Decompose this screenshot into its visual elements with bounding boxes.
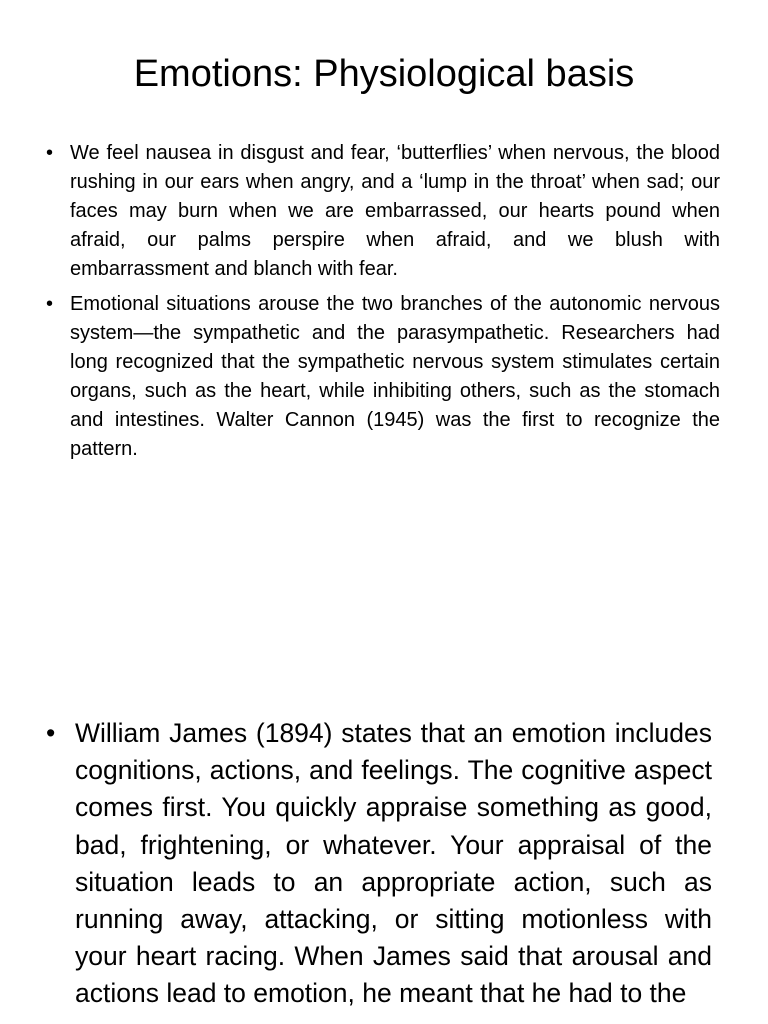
bullet-text: William James (1894) states that an emotion includes cognitions, actions, and feelings. The cognitive aspect comes first. You quickly appraise something as good, bad, frightening, or whatever. Your appraisal of the situation leads to an appropriate action, such as running away, attacking, or sitting motionless with your heart racing. When James said that arousal and actions lead to emotion, he meant that he had to the: [75, 718, 712, 1009]
slide-2: [0, 700, 768, 1024]
bullet-icon: •: [46, 142, 54, 164]
bullet-list: [46, 139, 720, 470]
bullet-item: [46, 139, 720, 284]
bullet-item: [46, 715, 712, 1013]
bullet-icon: •: [46, 293, 54, 315]
bullet-icon: •: [46, 718, 56, 748]
bullet-item: [46, 290, 720, 464]
bullet-text: Emotional situations arouse the two branches of the autonomic nervous system—the sympathetic and the parasympathetic. Researchers had long recognized that the sympathetic nervous system stimulates certain organs, such as the heart, while inhibiting others, such as the stomach and intestines. Walter Cannon (1945) was the first to recognize the pattern.: [70, 293, 720, 460]
bullet-list: [46, 715, 712, 1013]
slide-title: Emotions: Physiological basis: [133, 53, 635, 95]
bullet-text: We feel nausea in disgust and fear, ‘butterflies’ when nervous, the blood rushing in our ears when angry, and a ‘lump in the throat’ when sad; our faces may burn when we are embarrassed, our hearts pound when afraid, our palms perspire when afraid, and we blush with embarrassment and blanch with fear.: [70, 142, 720, 280]
